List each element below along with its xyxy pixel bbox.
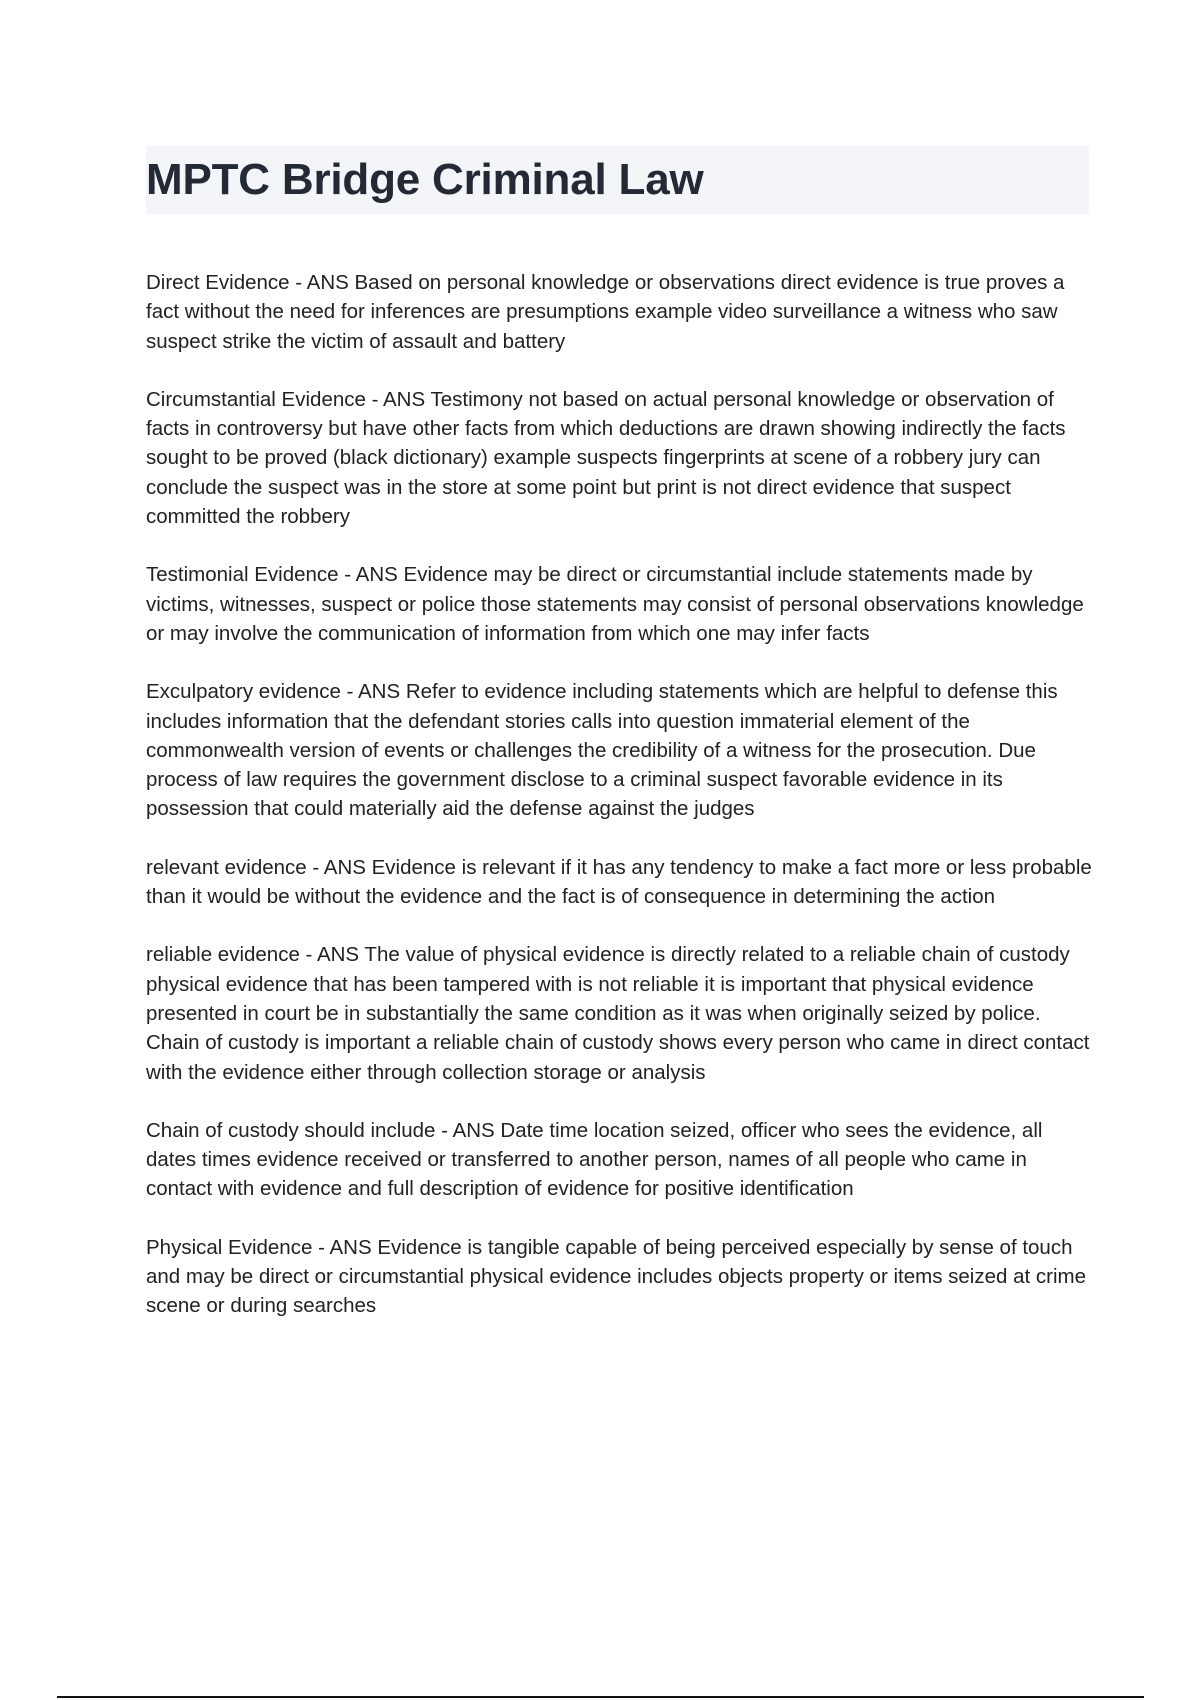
- flashcard-entry: [146, 853, 1096, 912]
- entry-separator: -: [340, 680, 358, 704]
- flashcard-entry: [146, 385, 1096, 531]
- footer-divider: [57, 1696, 1144, 1698]
- entry-term: relevant evidence: [146, 855, 307, 879]
- entry-separator: -: [312, 1235, 330, 1259]
- entry-term: Physical Evidence: [146, 1235, 313, 1259]
- entry-term: Exculpatory evidence: [146, 680, 341, 704]
- entry-definition: ANS The value of physical evidence is directly related to a reliable chain of custody physical evidence that has been tampered with is not reliable it is important that physical evidence presented in court be in substantially the same condition as it was when originally seized by police. Chain of custody is important a reliable chain of custody shows every person who came in direct contact with the evidence either through collection storage or analysis: [146, 943, 1090, 1084]
- flashcard-entry: [146, 940, 1096, 1086]
- entry-term: Circumstantial Evidence: [146, 387, 366, 411]
- entry-term: reliable evidence: [146, 943, 300, 967]
- flashcard-entry: [146, 677, 1096, 823]
- entry-definition: ANS Date time location seized, officer who sees the evidence, all dates times evidence received or transferred to another person, names of all people who came in contact with evidence and full description of evidence for positive identification: [146, 1118, 1043, 1201]
- flashcard-entry: [146, 1116, 1096, 1204]
- entry-term: Testimonial Evidence: [146, 563, 339, 587]
- entry-term: Chain of custody should include: [146, 1118, 436, 1142]
- entry-separator: -: [289, 271, 307, 294]
- entry-definition: ANS Evidence may be direct or circumstantial include statements made by victims, witnesses, suspect or police those statements may consist of personal observations knowledge or may involve the communication of information from which one may infer facts: [146, 563, 1084, 645]
- flashcard-list: [146, 268, 1096, 1350]
- entry-separator: -: [435, 1118, 453, 1142]
- entry-term: Direct Evidence: [146, 271, 290, 294]
- entry-definition: ANS Based on personal knowledge or observations direct evidence is true proves a fact without the need for inferences are presumptions example video surveillance a witness who saw suspect strike the victim of assault and battery: [146, 271, 1065, 353]
- page-title: MPTC Bridge Criminal Law: [146, 155, 704, 204]
- entry-definition: ANS Refer to evidence including statements which are helpful to defense this includes information that the defendant stories calls into question immaterial element of the commonwealth version of events or challenges the credibility of a witness for the prosecution. Due process of law requires the government disclose to a criminal suspect favorable evidence in its possession that could materially aid the defense against the judges: [146, 680, 1058, 821]
- entry-separator: -: [338, 563, 356, 587]
- entry-definition: ANS Testimony not based on actual personal knowledge or observation of facts in controversy but have other facts from which deductions are drawn showing indirectly the facts sought to be proved (black dictionary) example suspects fingerprints at scene of a robbery jury can conclude the suspect was in the store at some point but print is not direct evidence that suspect committed the robbery: [146, 387, 1066, 529]
- entry-definition: ANS Evidence is tangible capable of being perceived especially by sense of touch and may be direct or circumstantial physical evidence includes objects property or items seized at crime scene or during searches: [146, 1235, 1086, 1318]
- entry-separator: -: [365, 387, 383, 411]
- entry-separator: -: [306, 855, 324, 879]
- flashcard-entry: [146, 1233, 1096, 1321]
- flashcard-entry: [146, 268, 1096, 356]
- flashcard-entry: [146, 560, 1096, 648]
- entry-definition: ANS Evidence is relevant if it has any tendency to make a fact more or less probable than it would be without the evidence and the fact is of consequence in determining the action: [146, 855, 1092, 909]
- entry-separator: -: [299, 943, 317, 967]
